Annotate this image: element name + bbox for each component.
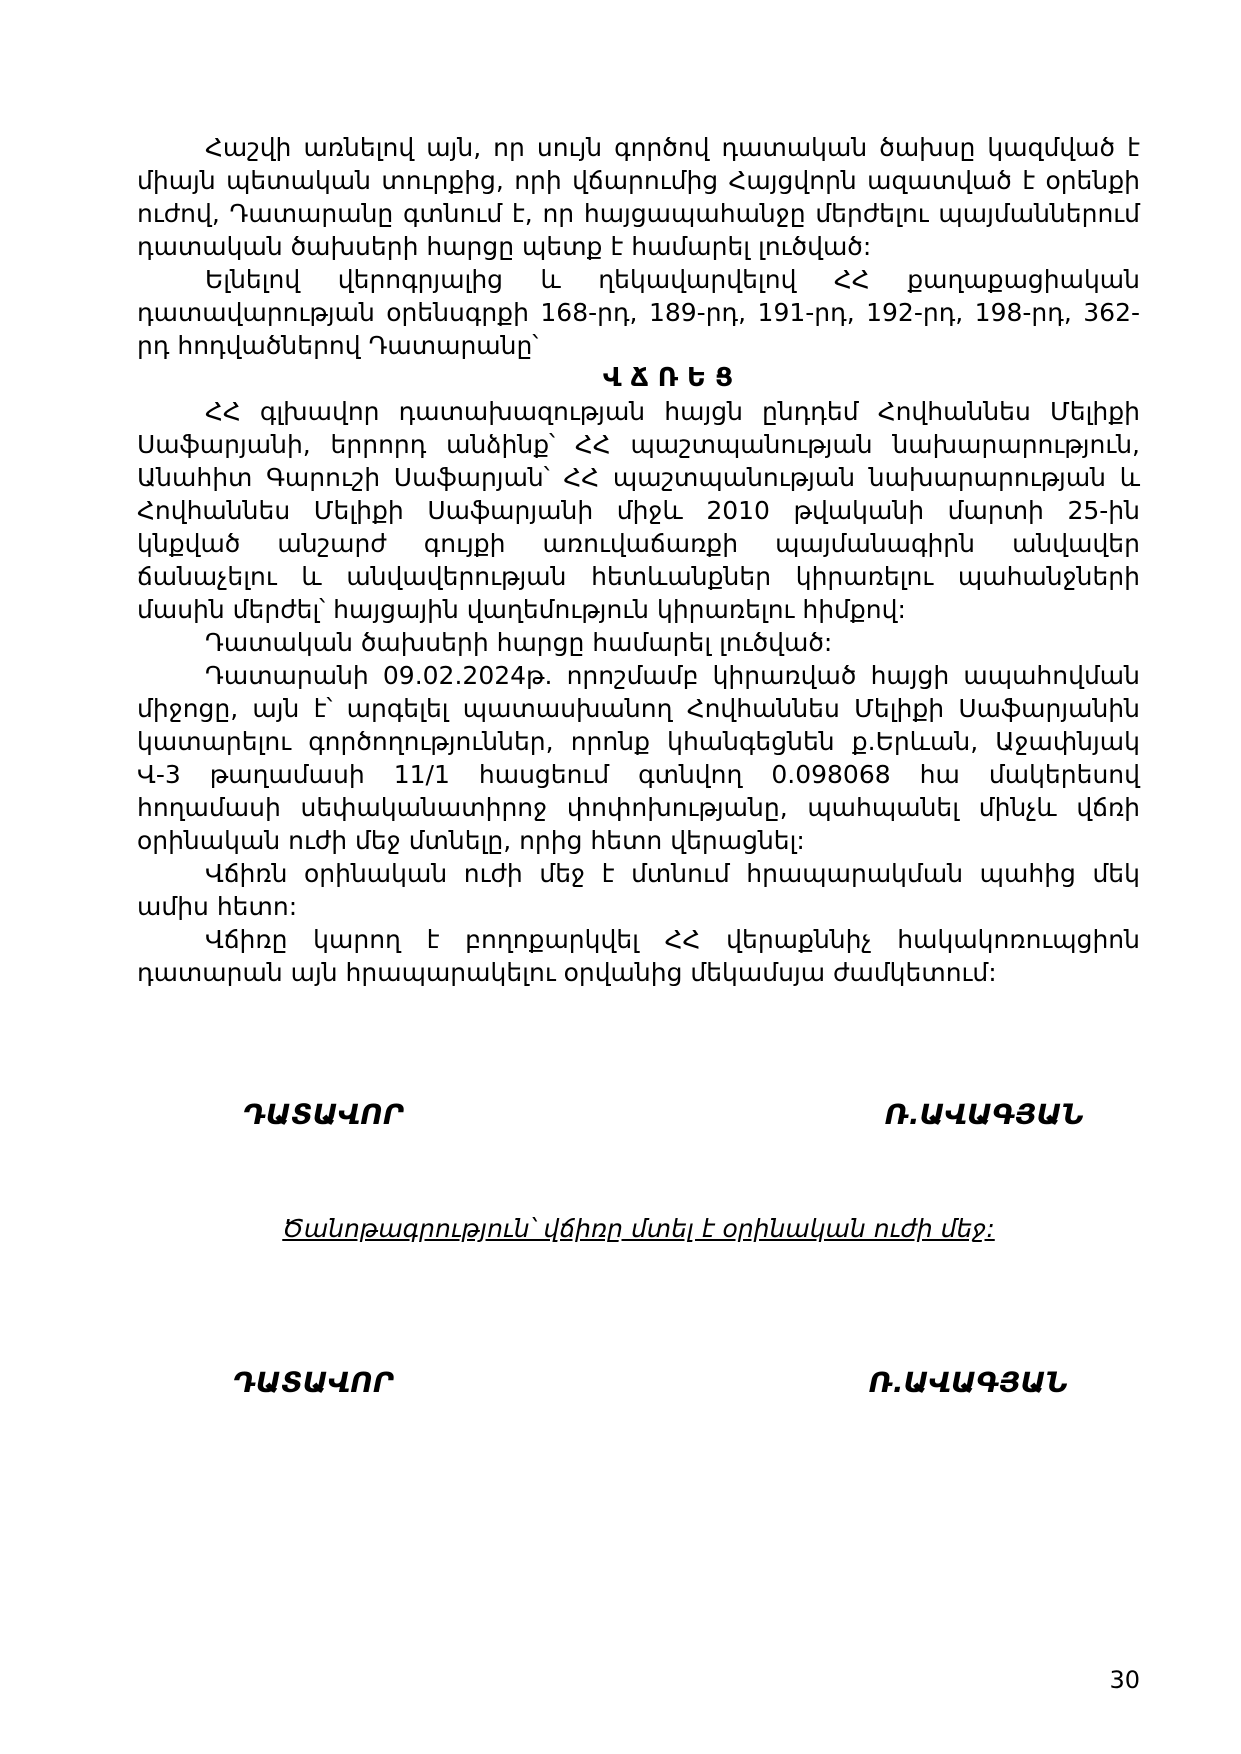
document-body [137,131,1140,989]
verdict-heading: ՎՃՌԵՑ [602,363,743,393]
paragraph-claim-rejection: ՀՀ գլխավոր դատախազության հայցն ընդդեմ Հովհաննես Մելիքի Սաֆարյանի, երրորդ անձինք՝ ՀՀ պաշտպանության նախարարություն, Անահիտ Գարուշի Սաֆարյան՝ ՀՀ պաշտպանության նախարարության և Հովհաննես Մելիքի Սաֆարյանի միջև 2010 թվականի մարտի 25-ին կնքված անշարժ գույքի առուվաճառքի պայմանագիրն անվավեր ճանաչելու և անվավերության հետևանքներ կիրառելու պահանջների մասին մերժել՝ հայցային վաղեմություն կիրառելու հիմքով: [137,397,1140,624]
page-number: 30 [1109,1666,1140,1694]
signature-row-2 [137,1364,1140,1402]
paragraph-injunction: Դատարանի 09.02.2024թ. որոշմամբ կիրառված հայցի ապահովման միջոցը, այն է՝ արգելել պատասխանող Հովհաննես Մելիքի Սաֆարյանին կատարելու գործողություններ, որոնք կհանգեցնեն ք.Երևան, Աջափնյակ Վ-3 թաղամասի 11/1 հասցեում գտնվող 0.098068 հա մակերեսով հողամասի սեփականատիրոջ փոփոխությանը, պահպանել մինչև վճռի օրինական ուժի մեջ մտնելը, որից հետո վերացնել: [137,661,1140,855]
paragraph-entry-into-force: Վճիռն օրինական ուժի մեջ է մտնում հրապարակման պահից մեկ ամիս հետո: [137,859,1140,921]
judge-title-label: ԴԱՏԱՎՈՐ [243,1098,404,1131]
signature-row-1 [137,1096,1140,1134]
judge-title-label: ԴԱՏԱՎՈՐ [233,1366,394,1399]
annotation-text: Ծանոթագրություն՝ վճիռը մտել է օրինական ուժի մեջ: [282,1214,995,1243]
judge-name-label: Ռ.ԱՎԱԳՅԱՆ [884,1098,1084,1131]
paragraph-costs-resolved: Դատական ծախսերի հարցը համարել լուծված: [205,628,833,657]
paragraph-legal-basis: Ելնելով վերոգրյալից և ղեկավարվելով ՀՀ քաղաքացիական դատավարության օրենսգրքի 168-րդ, 189-րդ, 191-րդ, 192-րդ, 198-րդ, 362-րդ հոդվածներով Դատարանը՝ [137,265,1140,360]
judge-name-label: Ռ.ԱՎԱԳՅԱՆ [868,1366,1068,1399]
paragraph-court-costs: Հաշվի առնելով այն, որ սույն գործով դատական ծախսը կազմված է միայն պետական տուրքից, որի վճարումից Հայցվորն ազատված է օրենքի ուժով, Դատարանը գտնում է, որ հայցապահանջը մերժելու պայմաններում դատական ծախսերի հարցը պետք է համարել լուծված: [137,133,1140,261]
paragraph-appeal-right: Վճիռը կարող է բողոքարկվել ՀՀ վերաքննիչ հակակոռուպցիոն դատարան այն հրապարակելու օրվանից մեկամսյա ժամկետում: [137,925,1140,987]
annotation-note [137,1212,1140,1245]
